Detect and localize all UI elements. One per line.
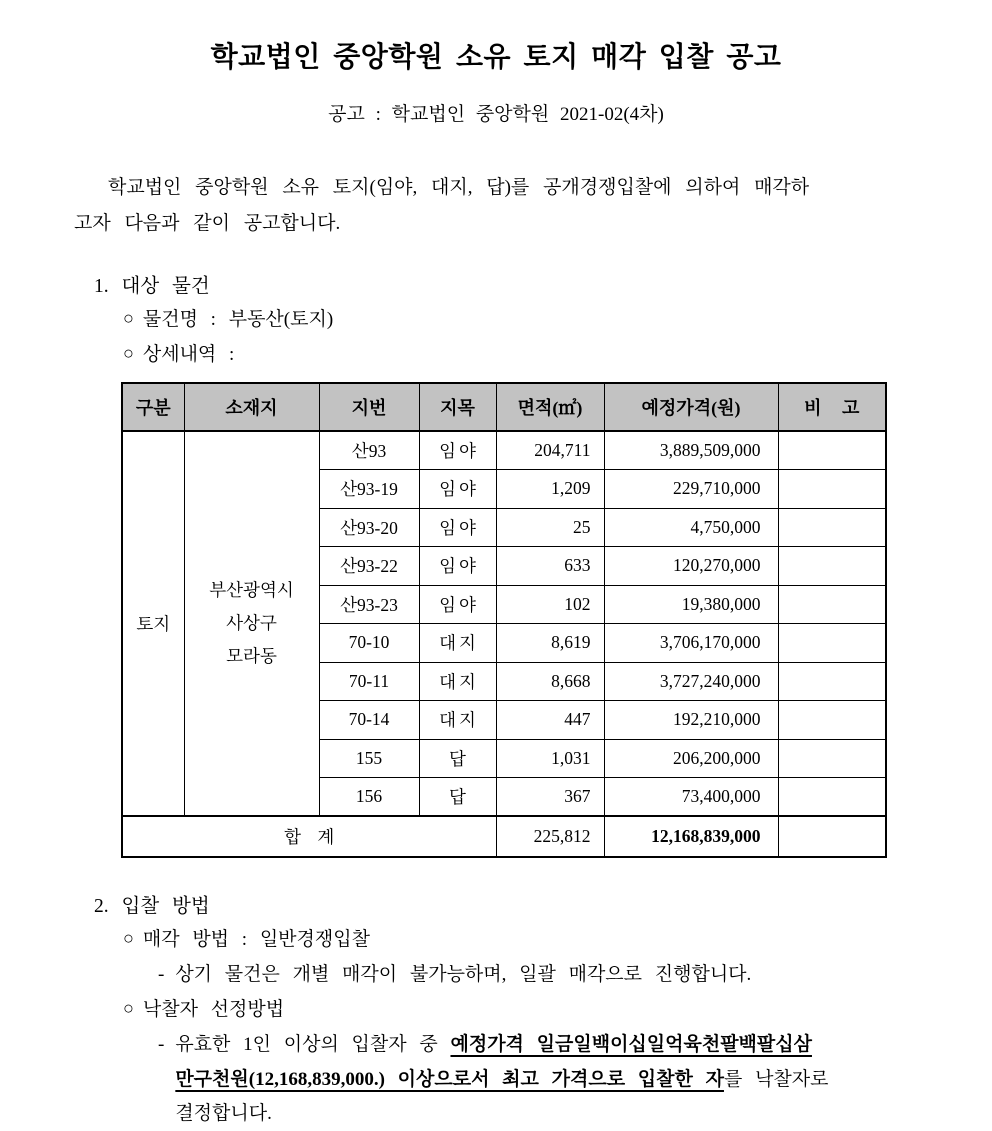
total-label-cell: 합 계 [122,816,496,857]
area-cell: 8,668 [496,662,604,701]
circle-bullet-icon: ○ [123,343,134,363]
header-price: 예정가격(원) [604,383,778,431]
total-area-cell: 225,812 [496,816,604,857]
header-location: 소재지 [184,383,319,431]
bulk-sale-text: 상기 물건은 개별 매각이 불가능하며, 일괄 매각으로 진행합니다. [175,964,752,985]
price-cell: 206,200,000 [604,739,778,778]
land-type-cell: 임야 [419,431,496,470]
circle-bullet-icon: ○ [123,998,134,1018]
header-category: 구분 [122,383,184,431]
price-cell: 192,210,000 [604,701,778,740]
circle-bullet-icon: ○ [123,928,134,948]
land-type-cell: 임야 [419,470,496,509]
area-cell: 1,209 [496,470,604,509]
area-cell: 204,711 [496,431,604,470]
remark-cell [778,624,886,663]
dash-item-winner-criteria [158,1028,992,1131]
price-cell: 3,889,509,000 [604,431,778,470]
remark-cell [778,547,886,586]
lot-number-cell: 70-14 [319,701,419,740]
land-type-cell: 임야 [419,547,496,586]
winner-criteria-text [175,1028,828,1131]
lot-number-cell: 155 [319,739,419,778]
winner-criteria-prefix: 유효한 1인 이상의 입찰자 중 [175,1034,451,1055]
location-cell [184,431,319,816]
table-total-row [122,816,886,857]
header-land-type: 지목 [419,383,496,431]
land-table [121,382,887,858]
dash-bullet: - [158,964,165,985]
lot-number-cell: 산93 [319,431,419,470]
remark-cell [778,431,886,470]
category-cell: 토지 [122,431,184,816]
area-cell: 633 [496,547,604,586]
land-type-cell: 답 [419,739,496,778]
doc-title: 학교법인 중앙학원 소유 토지 매각 입찰 공고 [210,42,782,73]
area-cell: 367 [496,778,604,817]
remark-cell [778,778,886,817]
bullet-item-winner-selection [123,992,992,1027]
remark-cell [778,508,886,547]
area-cell: 8,619 [496,624,604,663]
remark-cell [778,585,886,624]
remark-cell [778,470,886,509]
header-lot-number: 지번 [319,383,419,431]
price-cell: 120,270,000 [604,547,778,586]
remark-cell [778,816,886,857]
land-type-cell: 임야 [419,585,496,624]
lot-number-cell: 산93-19 [319,470,419,509]
location-line: 부산광역시 [209,580,294,600]
lot-number-cell: 산93-22 [319,547,419,586]
land-type-cell: 대지 [419,662,496,701]
circle-bullet-icon: ○ [123,308,134,328]
winner-criteria-suffix: 를 낙찰자로 [723,1068,829,1090]
location-line: 사상구 [226,613,277,633]
header-area: 면적(㎡) [496,383,604,431]
dash-item-bulk-sale [158,957,992,992]
table-header-row [122,383,886,431]
lot-number-cell: 156 [319,778,419,817]
winner-criteria-emphasis-1: 예정가격 일금일백이십일억육천팔백팔십삼 [450,1034,812,1055]
bullet-item-property-name [123,302,992,337]
intro-line-2: 고자 다음과 같이 공고합니다. [74,213,341,234]
header-remark: 비 고 [778,383,886,431]
dash-bullet: - [158,1034,165,1055]
land-type-cell: 답 [419,778,496,817]
lot-number-cell: 산93-20 [319,508,419,547]
remark-cell [778,701,886,740]
bullet-item-sale-method [123,922,992,957]
section-2-heading: 2. 입찰 방법 [94,896,210,917]
price-cell: 19,380,000 [604,585,778,624]
area-cell: 447 [496,701,604,740]
price-cell: 3,706,170,000 [604,624,778,663]
area-cell: 102 [496,585,604,624]
lot-number-cell: 산93-23 [319,585,419,624]
section-1-heading: 1. 대상 물건 [94,276,210,297]
property-name-text: 물건명 : 부동산(토지) [142,309,334,330]
location-line: 모라동 [226,646,277,666]
notice-number: 공고 : 학교법인 중앙학원 2021-02(4차) [328,104,664,125]
winner-selection-text: 낙찰자 선정방법 [142,999,285,1020]
land-type-cell: 임야 [419,508,496,547]
winner-criteria-emphasis-2: 만구천원(12,168,839,000.) 이상으로서 최고 가격으로 입찰한 자 [175,1068,724,1090]
lot-number-cell: 70-11 [319,662,419,701]
sale-method-text: 매각 방법 : 일반경쟁입찰 [142,929,370,950]
bullet-item-details [123,337,992,372]
lot-number-cell: 70-10 [319,624,419,663]
land-type-cell: 대지 [419,624,496,663]
intro-paragraph [74,170,932,242]
price-cell: 3,727,240,000 [604,662,778,701]
table-row [122,431,886,470]
intro-line-1: 학교법인 중앙학원 소유 토지(임야, 대지, 답)를 공개경쟁입찰에 의하여 매각하 [108,177,810,198]
price-cell: 4,750,000 [604,508,778,547]
price-cell: 73,400,000 [604,778,778,817]
price-cell: 229,710,000 [604,470,778,509]
land-type-cell: 대지 [419,701,496,740]
total-price-cell: 12,168,839,000 [604,816,778,857]
remark-cell [778,662,886,701]
area-cell: 25 [496,508,604,547]
remark-cell [778,739,886,778]
area-cell: 1,031 [496,739,604,778]
details-label-text: 상세내역 : [142,344,235,365]
winner-criteria-end: 결정합니다. [175,1103,272,1124]
